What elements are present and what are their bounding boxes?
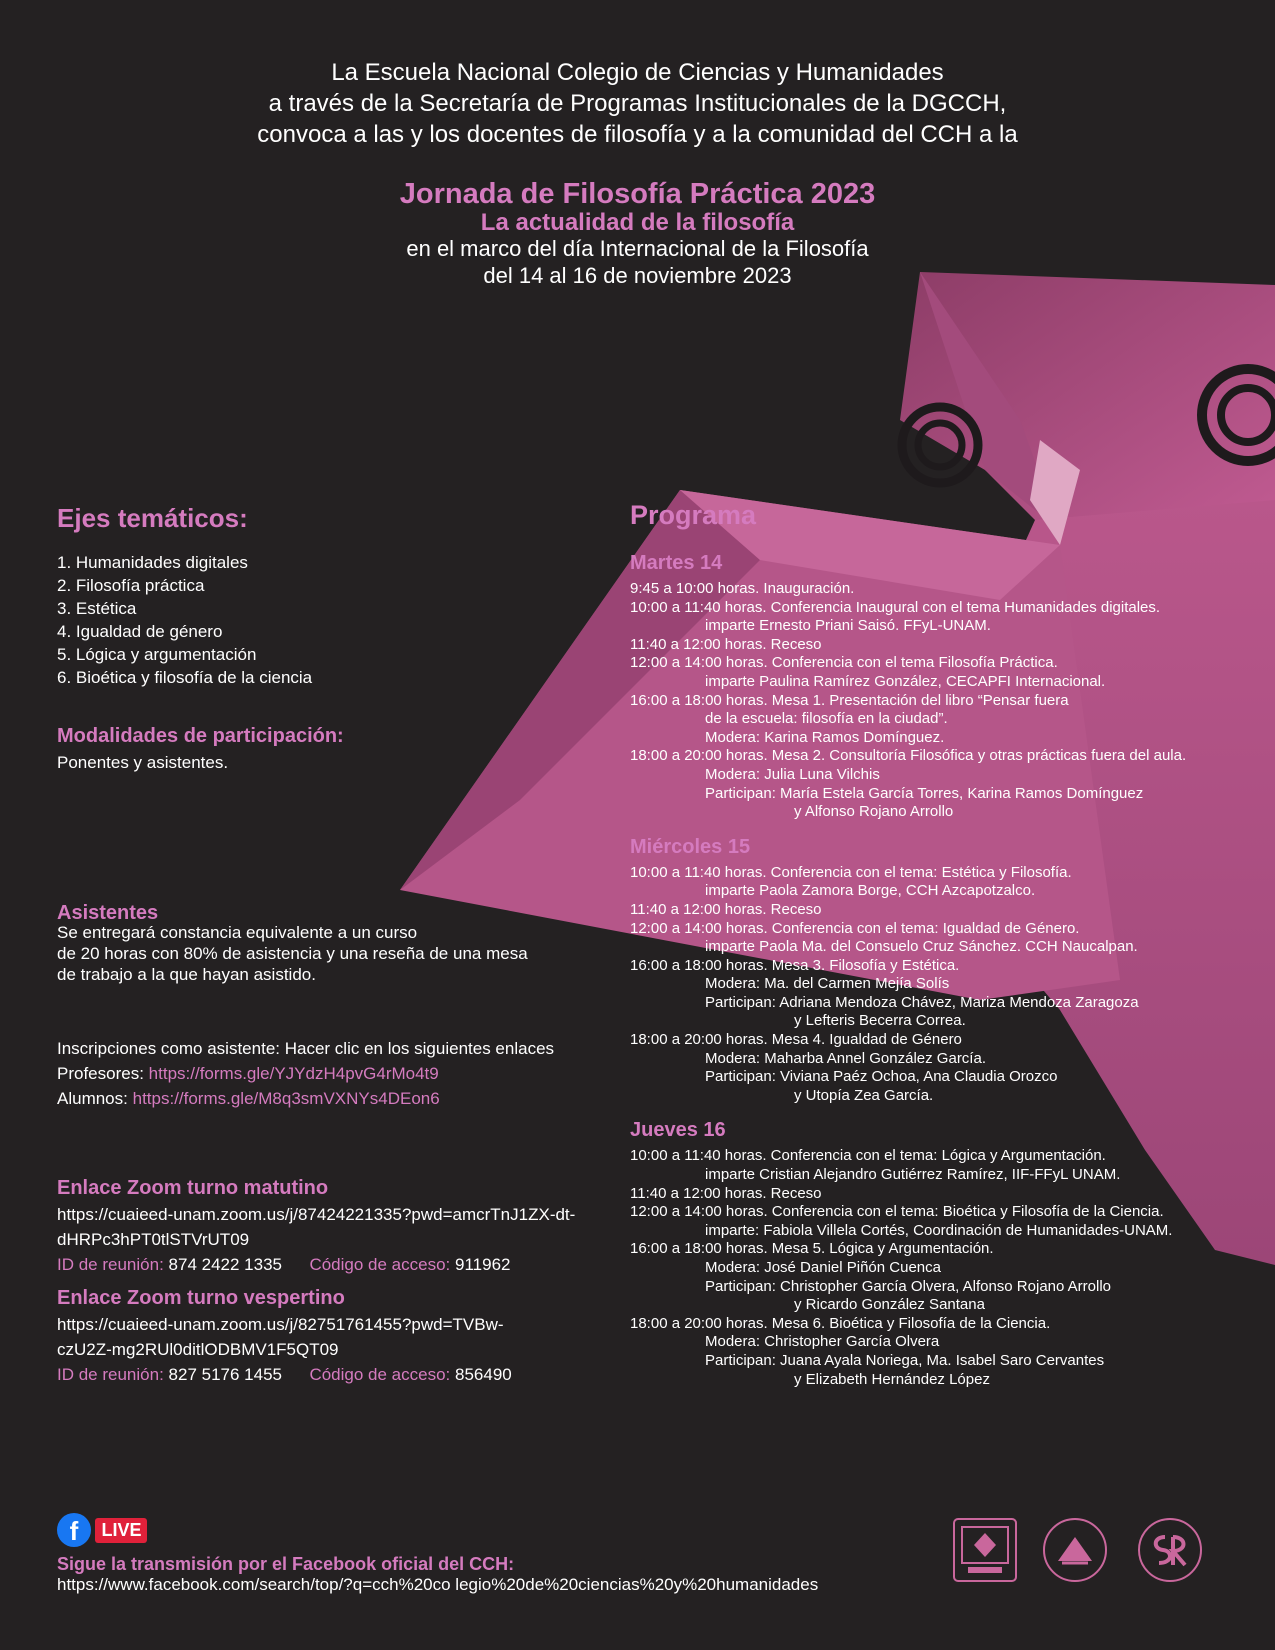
programa-line: Participan: Christopher García Olvera, Alfonso Rojano Arrollo — [705, 1277, 1112, 1295]
programa-day-heading: Miércoles 15 — [630, 835, 751, 858]
programa-line: 10:00 a 11:40 horas. Conferencia Inaugural con el tema Humanidades digitales. — [630, 598, 1161, 616]
modalidades-heading: Modalidades de participación: — [57, 725, 344, 747]
programa-line: 16:00 a 18:00 horas. Mesa 5. Lógica y Argumentación. — [630, 1240, 994, 1258]
list-item: 4. Igualdad de género — [57, 622, 223, 641]
programa-line: 18:00 a 20:00 horas. Mesa 6. Bioética y Filosofía de la Ciencia. — [630, 1314, 1051, 1332]
ejes-list — [57, 551, 312, 689]
inscripciones — [57, 1036, 554, 1111]
day-spacer — [630, 822, 1270, 828]
event-title: Jornada de Filosofía Práctica 2023 — [399, 178, 876, 210]
alumnos-link[interactable]: https://forms.gle/M8q3smVXNYs4DEon6 — [132, 1089, 440, 1108]
list-item: 3. Estética — [57, 599, 137, 618]
footer-follow-text: Sigue la transmisión por el Facebook oficial del CCH: — [57, 1554, 515, 1574]
programa-line: 10:00 a 11:40 horas. Conferencia con el tema: Estética y Filosofía. — [630, 863, 1072, 881]
ejes-heading: Ejes temáticos: — [57, 503, 248, 533]
programa-line: y Elizabeth Hernández López — [794, 1370, 990, 1388]
facebook-link[interactable]: https://www.facebook.com/search/top/?q=cch%20co legio%20de%20ciencias%20y%20humanidades — [57, 1575, 819, 1594]
live-label: LIVE — [95, 1518, 147, 1543]
programa-line: Modera: Ma. del Carmen Mejía Solís — [705, 975, 950, 993]
programa-line: y Ricardo González Santana — [794, 1296, 985, 1314]
programa-day-heading: Martes 14 — [630, 552, 723, 574]
programa-line: 12:00 a 14:00 horas. Conferencia con el tema Filosofía Práctica. — [630, 654, 1058, 672]
programa-line: de la escuela: filosofía en la ciudad”. — [705, 710, 948, 728]
event-context: en el marco del día Internacional de la Filosofía — [406, 236, 869, 261]
zoom-vespertino-heading: Enlace Zoom turno vespertino — [57, 1287, 345, 1309]
programa-line: 18:00 a 20:00 horas. Mesa 4. Igualdad de Género — [630, 1031, 962, 1049]
programa-line: Participan: Adriana Mendoza Chávez, Mariza Mendoza Zaragoza — [705, 993, 1139, 1011]
programa-line: imparte Paulina Ramírez González, CECAPFI Internacional. — [705, 672, 1106, 690]
alumnos-label: Alumnos: — [57, 1089, 128, 1108]
day-spacer — [630, 1105, 1270, 1111]
live-badge — [57, 1513, 147, 1547]
zoom-matutino-url-line: https://cuaieed-unam.zoom.us/j/87424221335?pwd=amcrTnJ1ZX-dt- — [57, 1205, 576, 1224]
list-item: 5. Lógica y argumentación — [57, 645, 257, 664]
programa-line: 10:00 a 11:40 horas. Conferencia con el tema: Lógica y Argumentación. — [630, 1147, 1106, 1165]
programa-line: y Utopía Zea García. — [794, 1086, 934, 1104]
zoom-vespertino-credentials — [57, 1362, 617, 1387]
zoom-matutino-credentials — [57, 1252, 617, 1277]
programa-line: 11:40 a 12:00 horas. Receso — [630, 635, 822, 653]
programa-line: 12:00 a 14:00 horas. Conferencia con el tema: Igualdad de Género. — [630, 919, 1080, 937]
list-item: 1. Humanidades digitales — [57, 553, 248, 572]
asistentes-text — [57, 922, 528, 985]
programa-day-heading: Jueves 16 — [630, 1119, 726, 1142]
programa-line: 9:45 a 10:00 horas. Inauguración. — [630, 580, 855, 597]
programa-line: Modera: Christopher García Olvera — [705, 1333, 940, 1351]
asistentes-heading: Asistentes — [57, 902, 159, 924]
programa-line: imparte: Fabiola Villela Cortés, Coordinación de Humanidades-UNAM. — [705, 1221, 1173, 1239]
programa-line: imparte Cristian Alejandro Gutiérrez Ramírez, IIF-FFyL UNAM. — [705, 1166, 1121, 1184]
programa-line: Modera: Maharba Annel González García. — [705, 1049, 986, 1067]
profesores-link[interactable]: https://forms.gle/YJYdzH4pvG4rMo4t9 — [148, 1064, 439, 1083]
zoom-vespertino-block — [57, 1312, 617, 1387]
programa-line: Modera: Julia Luna Vilchis — [705, 765, 880, 783]
programa-line: imparte Ernesto Priani Saisó. FFyL-UNAM. — [705, 617, 991, 635]
programa-line: 18:00 a 20:00 horas. Mesa 2. Consultoría Filosófica y otras prácticas fuera del aula. — [630, 747, 1187, 765]
intro-header — [0, 57, 1275, 150]
facebook-icon: f — [57, 1513, 91, 1547]
day-spacer — [630, 1389, 1270, 1395]
zoom-vespertino-url[interactable] — [57, 1312, 617, 1362]
asistentes-line: de 20 horas con 80% de asistencia y una reseña de una mesa — [57, 944, 528, 963]
programa-line: imparte Paola Ma. del Consuelo Cruz Sánchez. CCH Naucalpan. — [705, 938, 1138, 956]
programa-line: 16:00 a 18:00 horas. Mesa 1. Presentación del libro “Pensar fuera — [630, 691, 1069, 709]
zoom-vespertino-url-line: czU2Z-mg2RUl0ditlODBMV1F5QT09 — [57, 1340, 339, 1359]
programa-line: 16:00 a 18:00 horas. Mesa 3. Filosofía y Estética. — [630, 956, 960, 974]
programa-line: Modera: José Daniel Piñón Cuenca — [705, 1259, 941, 1276]
programa-line: 11:40 a 12:00 horas. Receso — [630, 900, 822, 918]
asistentes-line: Se entregará constancia equivalente a un curso — [57, 923, 418, 942]
programa-line: Participan: Viviana Paéz Ochoa, Ana Claudia Orozco — [705, 1068, 1058, 1086]
meeting-id-value: 827 5176 1455 — [168, 1365, 282, 1384]
programa-line: y Lefteris Becerra Correa. — [794, 1012, 966, 1030]
programa-line: y Alfonso Rojano Arrollo — [794, 803, 954, 821]
inscripciones-profesores — [57, 1061, 554, 1086]
meeting-id-value: 874 2422 1335 — [168, 1255, 282, 1274]
event-subtitle: La actualidad de la filosofía — [480, 209, 795, 236]
programa-heading: Programa — [630, 500, 757, 530]
zoom-matutino-url[interactable] — [57, 1202, 617, 1252]
spi-logo — [1135, 1515, 1205, 1585]
access-code-value: 856490 — [455, 1365, 512, 1384]
access-code-label: Código de acceso: — [309, 1255, 451, 1274]
programa-line: Participan: Juana Ayala Noriega, Ma. Isabel Saro Cervantes — [705, 1351, 1105, 1369]
programa-schedule — [630, 544, 1270, 1395]
zoom-matutino-heading: Enlace Zoom turno matutino — [57, 1177, 329, 1199]
modalidades-text: Ponentes y asistentes. — [57, 753, 229, 772]
zoom-matutino-url-line: dHRPc3hPT0tlSTVrUT09 — [57, 1230, 250, 1249]
zoom-matutino-block — [57, 1202, 617, 1277]
inscripciones-intro: Inscripciones como asistente: Hacer clic en los siguientes enlaces — [57, 1039, 555, 1058]
access-code-value: 911962 — [455, 1255, 511, 1274]
list-item: 6. Bioética y filosofía de la ciencia — [57, 668, 313, 687]
intro-line: La Escuela Nacional Colegio de Ciencias y Humanidades — [331, 59, 944, 86]
profesores-label: Profesores: — [57, 1064, 144, 1083]
event-title-block — [0, 178, 1275, 289]
asistentes-line: de trabajo a la que hayan asistido. — [57, 965, 316, 984]
unam-logo — [950, 1515, 1020, 1585]
programa-line: 11:40 a 12:00 horas. Receso — [630, 1184, 822, 1202]
list-item: 2. Filosofía práctica — [57, 576, 205, 595]
access-code-label: Código de acceso: — [309, 1365, 451, 1384]
programa-line: Participan: María Estela García Torres, Karina Ramos Domínguez — [705, 784, 1144, 802]
cch-logo — [1040, 1515, 1110, 1585]
event-dates: del 14 al 16 de noviembre 2023 — [483, 263, 792, 288]
intro-line: convoca a las y los docentes de filosofía y a la comunidad del CCH a la — [257, 121, 1018, 148]
intro-line: a través de la Secretaría de Programas Institucionales de la DGCCH, — [268, 90, 1007, 117]
meeting-id-label: ID de reunión: — [57, 1255, 164, 1274]
programa-line: 12:00 a 14:00 horas. Conferencia con el tema: Bioética y Filosofía de la Ciencia. — [630, 1203, 1164, 1221]
programa-line: Modera: Karina Ramos Domínguez. — [705, 728, 945, 746]
zoom-vespertino-url-line: https://cuaieed-unam.zoom.us/j/82751761455?pwd=TVBw- — [57, 1315, 504, 1334]
programa-line: imparte Paola Zamora Borge, CCH Azcapotzalco. — [705, 882, 1036, 900]
meeting-id-label: ID de reunión: — [57, 1365, 164, 1384]
inscripciones-alumnos — [57, 1086, 554, 1111]
